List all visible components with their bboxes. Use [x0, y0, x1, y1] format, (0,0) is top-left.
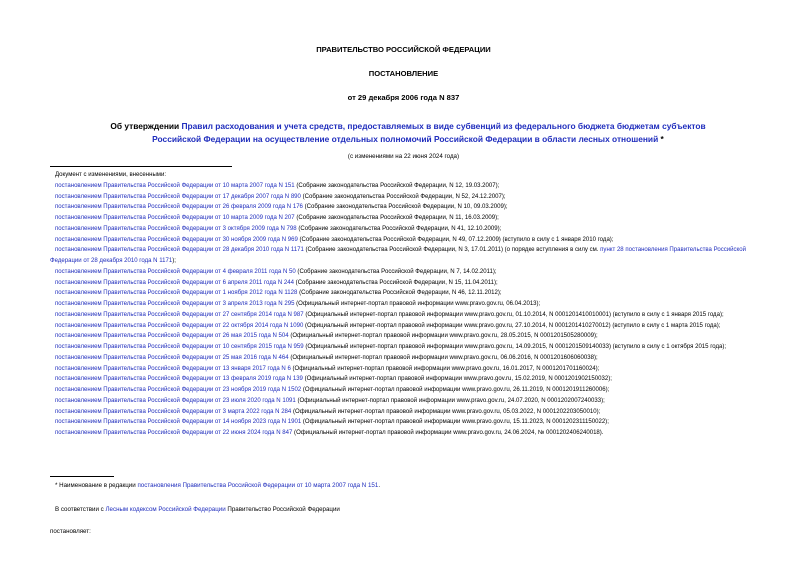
change-source-text: (Официальный интернет-портал правовой информации www.pravo.gov.ru, 05.03.2022, N 0001202203050010);	[291, 408, 601, 415]
change-item	[50, 428, 750, 439]
government-heading: ПРАВИТЕЛЬСТВО РОССИЙСКОЙ ФЕДЕРАЦИИ	[316, 45, 491, 54]
change-item	[50, 417, 750, 428]
change-item	[50, 321, 750, 332]
change-decree-link[interactable]: постановлением Правительства Российской Федерации от 10 марта 2009 года N 207	[55, 215, 295, 221]
change-item	[50, 235, 750, 246]
change-source-text: (Собрание законодательства Российской Федерации, N 3, 17.01.2011) (о порядке вступления в силу см.	[303, 247, 601, 254]
footnote-divider	[50, 476, 114, 477]
change-item	[50, 202, 750, 213]
change-source-text: (Официальный интернет-портал правовой информации www.pravo.gov.ru, 16.01.2017, N 0001201701160024);	[290, 365, 600, 372]
change-item	[50, 310, 750, 321]
change-decree-link[interactable]: постановлением Правительства Российской Федерации от 22 октября 2014 года N 1090	[55, 322, 304, 329]
change-source-text: (Собрание законодательства Российской Федерации, N 15, 11.04.2011);	[294, 279, 498, 286]
change-decree-link[interactable]: постановлением Правительства Российской Федерации от 25 мая 2016 года N 464	[55, 354, 289, 361]
change-decree-link[interactable]: постановлением Правительства Российской Федерации от 13 февраля 2019 года N 139	[55, 376, 303, 383]
title-prefix: Об утверждении	[110, 121, 182, 131]
change-source-text: (Собрание законодательства Российской Федерации, N 10, 09.03.2009);	[302, 204, 508, 211]
change-item	[50, 245, 750, 267]
title-suffix: *	[658, 133, 664, 144]
change-decree-link[interactable]: постановлением Правительства Российской Федерации от 26 мая 2015 года N 504	[55, 333, 289, 340]
change-item	[50, 353, 750, 364]
footnote-link[interactable]: постановления Правительства Российской Федерации от 10 марта 2007 года N 151	[137, 482, 379, 489]
change-item	[50, 192, 750, 203]
change-source-text: (Официальный интернет-портал правовой информации www.pravo.gov.ru, 27.10.2014, N 0001201410270012) (вступило в силу с 1 марта 2015 года);	[303, 322, 721, 329]
change-item	[50, 374, 750, 385]
change-decree-link[interactable]: постановлением Правительства Российской Федерации от 3 марта 2022 года N 284	[55, 408, 292, 415]
change-decree-link[interactable]: постановлением Правительства Российской Федерации от 30 ноября 2009 года N 969	[55, 236, 298, 243]
change-source-text: (Официальный интернет-портал правовой информации www.pravo.gov.ru, 26.11.2019, N 0001201911260006);	[301, 387, 610, 393]
change-item	[50, 181, 750, 192]
change-decree-link[interactable]: постановлением Правительства Российской Федерации от 27 сентября 2014 года N 987	[55, 311, 304, 318]
change-item	[50, 299, 750, 310]
change-source-text: (Официальный интернет-портал правовой информации www.pravo.gov.ru, 01.10.2014, N 0001201410010001) (вступило в силу с 1 января 2015 года);	[303, 311, 724, 318]
date-number-heading: от 29 декабря 2006 года N 837	[347, 93, 460, 102]
edition-note: (с изменениями на 22 июня 2024 года)	[347, 153, 460, 160]
changes-intro: Документ с изменениями, внесенными:	[55, 172, 167, 178]
change-decree-link[interactable]: постановлением Правительства Российской Федерации от 23 июля 2020 года N 1091	[55, 397, 296, 404]
change-source-text: (Собрание законодательства Российской Федерации, N 46, 12.11.2012);	[297, 290, 502, 297]
changes-list	[50, 170, 750, 439]
change-decree-link[interactable]: постановлением Правительства Российской Федерации от 26 февраля 2009 года N 176	[55, 204, 303, 211]
change-decree-link[interactable]: постановлением Правительства Российской Федерации от 3 апреля 2013 года N 295	[55, 301, 295, 307]
change-item	[50, 278, 750, 289]
change-source-text: (Официальный интернет-портал правовой информации www.pravo.gov.ru, 15.11.2023, N 0001202311150022);	[301, 419, 609, 426]
title-rules-link[interactable]: Правил расходования и учета средств, предоставляемых в виде субвенций из федерального бюджета бюджетам субъектов Российской Федерации на осуществление отдельных полномочий Российской Федерации в области лесных отношений	[152, 121, 706, 144]
change-decree-link[interactable]: постановлением Правительства Российской Федерации от 10 сентября 2015 года N 959	[55, 344, 304, 350]
change-decree-link[interactable]: постановлением Правительства Российской Федерации от 10 марта 2007 года N 151	[55, 182, 295, 189]
change-source-text: (Собрание законодательства Российской Федерации, N 11, 16.03.2009);	[294, 215, 499, 221]
change-decree-link[interactable]: постановлением Правительства Российской Федерации от 22 июня 2024 года N 847	[55, 430, 293, 436]
change-source-text: (Официальный интернет-портал правовой информации www.pravo.gov.ru, 24.07.2020, N 0001202007240033);	[295, 397, 605, 404]
preamble-suffix: Правительство Российской Федерации	[225, 506, 340, 513]
change-source-text: (Официальный интернет-портал правовой информации www.pravo.gov.ru, 24.06.2024, № 0001202406240018).	[292, 430, 604, 436]
divider-top	[50, 166, 232, 167]
change-item	[50, 364, 750, 375]
footnote	[55, 482, 380, 489]
change-decree-link[interactable]: постановлением Правительства Российской Федерации от 23 ноября 2019 года N 1502	[55, 387, 302, 393]
preamble-prefix: В соответствии с	[55, 506, 106, 513]
change-item	[50, 331, 750, 342]
change-item	[50, 385, 750, 396]
forest-code-link[interactable]: Лесным кодексом Российской Федерации	[105, 506, 226, 513]
change-decree-link[interactable]: постановлением Правительства Российской Федерации от 17 декабря 2007 года N 890	[55, 193, 301, 200]
change-decree-link[interactable]: постановлением Правительства Российской Федерации от 14 ноября 2023 года N 1901	[55, 419, 302, 426]
footnote-prefix: * Наименование в редакции	[55, 482, 138, 489]
change-source-text: (Официальный интернет-портал правовой информации www.pravo.gov.ru, 15.02.2019, N 0001201902150032);	[302, 376, 612, 383]
change-source-text: (Собрание законодательства Российской Федерации, N 7, 14.02.2011);	[295, 268, 497, 275]
change-reference-link[interactable]: пункт 28 постановления Правительства Российской Федерации от 28 декабря 2010 года N 1171	[50, 247, 747, 264]
decree-word: постановляет:	[50, 528, 91, 535]
change-decree-link[interactable]: постановлением Правительства Российской Федерации от 6 апреля 2011 года N 244	[55, 279, 294, 286]
change-tail-text: );	[172, 258, 176, 264]
document-title	[108, 120, 708, 145]
change-item	[50, 267, 750, 278]
change-source-text: (Собрание законодательства Российской Федерации, N 52, 24.12.2007);	[300, 193, 506, 200]
change-decree-link[interactable]: постановлением Правительства Российской Федерации от 4 февраля 2011 года N 50	[55, 268, 296, 275]
preamble	[55, 506, 340, 513]
change-item	[50, 396, 750, 407]
change-source-text: (Официальный интернет-портал правовой информации www.pravo.gov.ru, 28.05.2015, N 0001201505280009);	[288, 333, 598, 340]
footnote-suffix: .	[378, 482, 381, 489]
change-item	[50, 288, 750, 299]
change-source-text: (Официальный интернет-портал правовой информации www.pravo.gov.ru, 06.06.2016, N 0001201606060038);	[288, 354, 598, 361]
change-source-text: (Собрание законодательства Российской Федерации, N 41, 12.10.2009);	[296, 225, 502, 232]
change-source-text: (Собрание законодательства Российской Федерации, N 12, 19.03.2007);	[294, 182, 500, 189]
change-source-text: (Официальный интернет-портал правовой информации www.pravo.gov.ru, 06.04.2013);	[294, 301, 541, 307]
change-decree-link[interactable]: постановлением Правительства Российской Федерации от 3 октября 2009 года N 798	[55, 225, 297, 232]
change-item	[50, 342, 750, 353]
change-item	[50, 224, 750, 235]
change-decree-link[interactable]: постановлением Правительства Российской Федерации от 28 декабря 2010 года N 1171	[55, 247, 304, 254]
change-source-text: (Официальный интернет-портал правовой информации www.pravo.gov.ru, 14.09.2015, N 0001201509140033) (вступило в силу с 1 октября 2015 года);	[303, 344, 727, 350]
document-type-heading: ПОСТАНОВЛЕНИЕ	[368, 69, 439, 78]
change-decree-link[interactable]: постановлением Правительства Российской Федерации от 1 ноября 2012 года N 1128	[55, 290, 298, 297]
change-item	[50, 213, 750, 224]
change-decree-link[interactable]: постановлением Правительства Российской Федерации от 13 января 2017 года N 6	[55, 365, 291, 372]
change-item	[50, 407, 750, 418]
change-source-text: (Собрание законодательства Российской Федерации, N 49, 07.12.2009) (вступило в силу с 1 января 2010 года);	[297, 236, 614, 243]
